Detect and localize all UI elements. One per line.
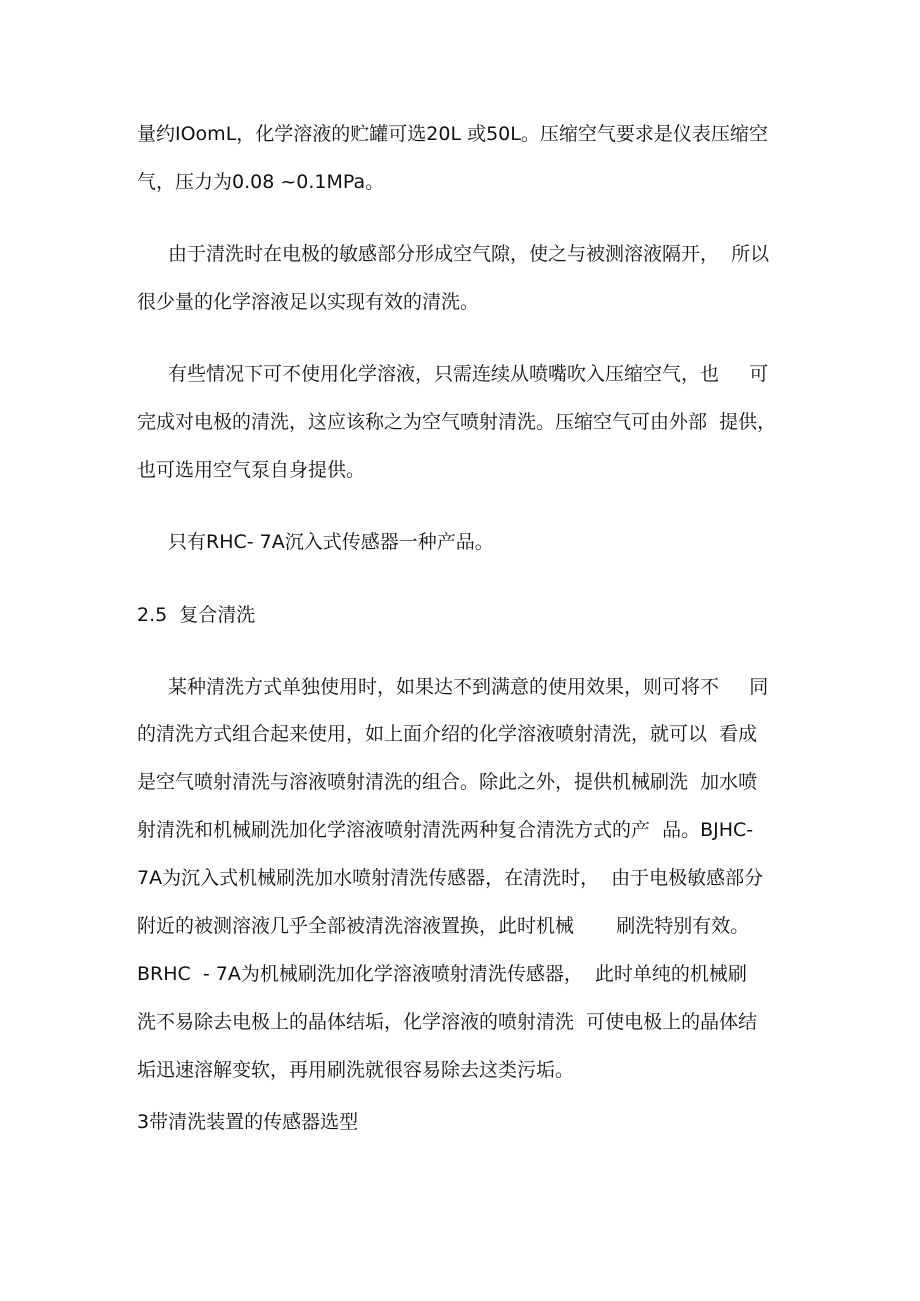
text-line: 洗不易除去电极上的晶体结垢，化学溶液的喷射清洗 可使电极上的晶体结 — [137, 1011, 758, 1033]
text-line: 也可选用空气泵自身提供。 — [137, 459, 366, 481]
text-line: 射清洗和机械刷洗加化学溶液喷射清洗两种复合清洗方式的产 品。BJHC- — [137, 819, 754, 841]
text-line: 量约IOomL，化学溶液的贮罐可选20L 或50L。压缩空气要求是仪表压缩空 — [137, 123, 768, 145]
text-line: 的清洗方式组合起来使用，如上面介绍的化学溶液喷射清洗，就可以 看成 — [137, 723, 758, 745]
text-line: 是空气喷射清洗与溶液喷射清洗的组合。除此之外，提供机械刷洗 加水喷 — [137, 771, 758, 793]
text-line: 由于清洗时在电极的敏感部分形成空气隙，使之与被测溶液隔开， 所以 — [168, 243, 770, 265]
text-line: 气，压力为0.08 ~0.1MPa。 — [137, 171, 385, 193]
text-line: 垢迅速溶解变软，再用刷洗就很容易除去这类污垢。 — [137, 1059, 575, 1081]
text-line: 完成对电极的清洗，这应该称之为空气喷射清洗。压缩空气可由外部 提供， — [137, 411, 777, 433]
text-line: 只有RHC- 7A沉入式传感器一种产品。 — [168, 531, 494, 553]
section-heading: 3带清洗装置的传感器选型 — [137, 1111, 359, 1133]
text-line: 7A为沉入式机械刷洗加水喷射清洗传感器，在清洗时， 由于电极敏感部分 — [137, 867, 764, 889]
text-line: BRHC - 7A为机械刷洗加化学溶液喷射清洗传感器， 此时单纯的机械刷 — [137, 963, 747, 985]
text-line: 有些情况下可不使用化学溶液，只需连续从喷嘴吹入压缩空气，也 可 — [168, 363, 769, 385]
section-heading: 2.5 复合清洗 — [137, 604, 256, 626]
text-line: 很少量的化学溶液足以实现有效的清洗。 — [137, 291, 480, 313]
text-line: 某种清洗方式单独使用时，如果达不到满意的使用效果，则可将不 同 — [168, 676, 769, 698]
text-line: 附近的被测溶液几乎全部被清洗溶液置换，此时机械 刷洗特别有效。 — [137, 915, 750, 937]
